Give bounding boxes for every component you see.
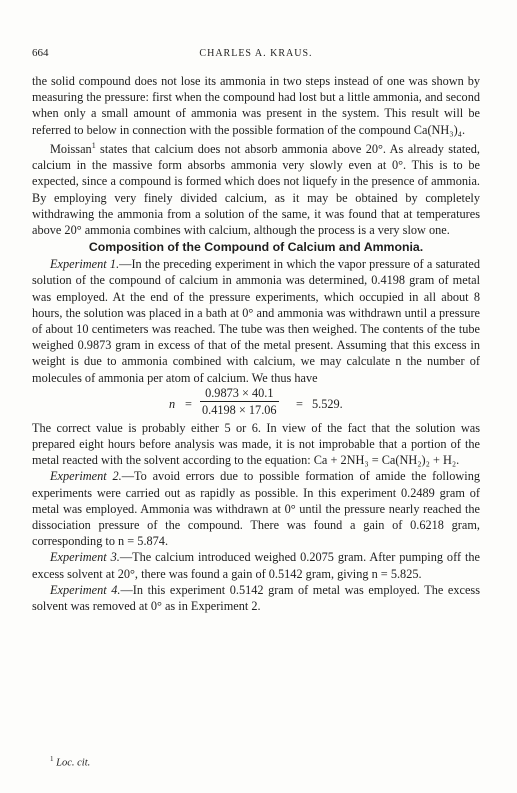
- experiment-label: Experiment 3.: [50, 550, 120, 565]
- paragraph-experiment-2: [32, 468, 480, 549]
- author-name: Moissan: [50, 141, 92, 156]
- running-title: CHARLES A. KRAUS.: [199, 48, 313, 59]
- equation: [32, 386, 480, 420]
- paragraph-experiment-1: [32, 256, 480, 386]
- paragraph-text: —In this experiment 0.5142 gram of metal was employed. The excess solvent was removed at 0° as in Experiment 2.: [32, 582, 480, 613]
- paragraph-experiment-4: [32, 582, 480, 614]
- equation-result: 5.529.: [312, 396, 343, 411]
- paragraph-experiment-3: [32, 549, 480, 581]
- footnote-marker: 1: [91, 140, 96, 150]
- fraction: [200, 386, 279, 418]
- paragraph-continuation: the solid compound does not lose its ammonia in two steps instead of one was shown by measuring the pressure: first when the compound had lost but a little ammonia, and second when only a small amount of ammonia was present in the system. This result will be referred to below in connection with the possible formation of the compound Ca(NH₃)₄.: [32, 74, 480, 137]
- numerator: 0.9873 × 40.1: [205, 385, 274, 400]
- page-header: [32, 47, 480, 63]
- paragraph-text: —To avoid errors due to possible formation of amide the following experiments were carried out as rapidly as possible. In this experiment 0.2489 gram of metal was employed. Ammonia was withdrawn at 0° until the pressure nearly reached the dissociation pressure of the compound. There was found a gain of 0.6218 gram, corresponding to n = 5.874.: [32, 469, 480, 549]
- experiment-label: Experiment 2.: [50, 469, 122, 484]
- footnote-text: Loc. cit.: [56, 757, 91, 769]
- equation-lhs: n: [169, 396, 176, 411]
- footnote: [50, 755, 90, 769]
- paragraph-moissan: [32, 138, 480, 238]
- equals-sign: =: [296, 396, 303, 411]
- paragraph-text: —The calcium introduced weighed 0.2075 gram. After pumping off the excess solvent at 20°, there was found a gain of 0.5142 gram, giving n = 5.825.: [32, 550, 480, 581]
- paragraph-text: states that calcium does not absorb ammonia above 20°. As already stated, calcium in the massive form absorbs ammonia very slowly even at 0°. This is to be expected, since a compound is formed which does not liquefy in the presence of ammonia. By employing very finely divided calcium, as it may be obtained by completely withdrawing the ammonia from a solution of the same, it was found that at temperatures above 20° ammonia combines with calcium, although the process is a very slow one.: [32, 141, 480, 237]
- page-number: 664: [32, 47, 49, 59]
- equals-sign: =: [185, 396, 192, 411]
- footnote-number: 1: [50, 755, 54, 763]
- article-body: [32, 73, 480, 614]
- denominator: 0.4198 × 17.06: [202, 402, 277, 417]
- paragraph-after-equation: The correct value is probably either 5 or 6. In view of the fact that the solution was prepared eight hours before analysis was made, it is not improbable that a portion of the metal reacted with the solvent according to the equation: Ca + 2NH₃ = Ca(NH₂)₂ + H₂.: [32, 420, 480, 468]
- paragraph-text: —In the preceding experiment in which the vapor pressure of a saturated solution of the compound of calcium in ammonia was determined, 0.4198 gram of metal was employed. At the end of the pressure experiments, which occupied in all about 8 hours, the solution was placed in a bath at 0° and ammonia was withdrawn until a pressure of about 10 centimeters was reached. The tube was then weighed. The contents of the tube weighed 0.9873 gram in excess of that of the metal present. Assuming that this excess in weight is due to ammonia combined with calcium, we may calculate n the number of molecules of ammonia per atom of calcium. We thus have: [32, 257, 480, 385]
- experiment-label: Experiment 4.: [50, 582, 121, 597]
- experiment-label: Experiment 1.: [50, 257, 120, 272]
- section-heading: Composition of the Compound of Calcium and Ammonia.: [88, 240, 424, 255]
